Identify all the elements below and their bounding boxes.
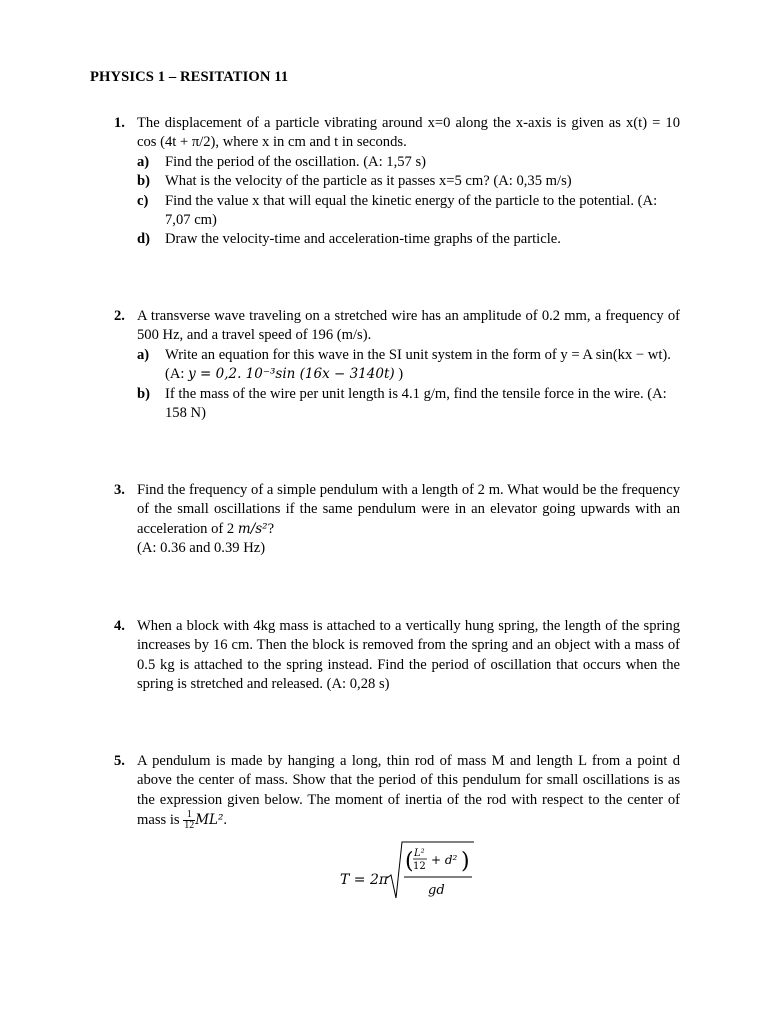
right-paren: ) [461,849,470,874]
subquestion-b [137,172,680,191]
subquestion-text: Find the period of the oscillation. (A: 1,57 s) [165,153,427,170]
problem-3 [114,481,680,559]
left-paren: ( [405,849,414,874]
problem-text: When a block with 4kg mass is attached to a vertically hung spring, the length of the spring increases by 16 cm. Then the block is removed from the spring and an object with a mass of 0.5 kg is attached to the spring instead. Find the period of oscillation that occurs when the spring is stretched and released. (A: 0,28 s) [137,618,680,693]
problem-text-block [137,752,680,831]
wave-equation: y = 0,2. 10⁻³sin (16x − 3140t) [188,366,395,383]
subquestion-d [137,230,680,249]
page-title: PHYSICS 1 – RESITATION 11 [90,69,289,85]
problem-5 [114,752,680,831]
subquestion-a [137,153,680,172]
problem-text: A transverse wave traveling on a stretched wire has an amplitude of 0.2 mm, a frequency of 500 Hz, and a travel speed of 196 (m/s). [137,308,680,344]
formula-twelve: 12 [413,861,426,872]
subquestion-c [137,192,680,231]
subquestion-a [137,346,680,385]
problem-text: The displacement of a particle vibrating around x=0 along the x-axis is given as x(t) = 10 cos (4t + π/2), where x in cm and t in seconds. [137,115,680,151]
period-formula-svg [340,838,480,900]
subquestion-text: What is the velocity of the particle as it passes x=5 cm? (A: 0,35 m/s) [165,173,572,190]
formula-lhs: T = 2π [340,872,389,888]
fraction-numerator: 1 [183,810,195,821]
problem-answer: (A: 0.36 and 0.39 Hz) [137,540,266,557]
problem-number: 3. [114,482,125,498]
problem-text-block [137,481,680,539]
problem-text: Find the frequency of a simple pendulum with a length of 2 m. What would be the frequency of the small oscillations if the same pendulum were in an elevator going upwards with an acceleration of 2 [137,482,680,537]
formula-l-squared: L² [414,848,425,859]
subquestion-text: Draw the velocity-time and acceleration-time graphs of the particle. [165,231,561,248]
subquestion-label: b) [137,385,150,402]
subquestion-text: If the mass of the wire per unit length is 4.1 g/m, find the tensile force in the wire. (A: 158 N) [165,385,667,422]
problem-number: 2. [114,308,125,324]
problem-number: 5. [114,753,125,769]
problem-2 [114,307,680,423]
subquestion-b [137,385,680,424]
subquestion-text: Write an equation for this wave in the SI unit system in the form of y = A sin(kx − wt). (A: [165,346,671,383]
subquestion-label: b) [137,173,150,190]
formula-plus-d-squared: + d² [431,853,458,867]
subquestion-label: a) [137,153,150,170]
subquestion-text: Find the value x that will equal the kinetic energy of the particle to the potential. (A: 7,07 cm) [165,192,658,229]
period-formula [340,838,480,900]
formula-denominator: gd [428,883,445,898]
moment-of-inertia-expr: ML² [195,812,224,829]
problem-tail: . [223,812,228,829]
problem-tail: ? [267,520,275,537]
fraction-denominator: 12 [184,820,195,832]
problem-number: 4. [114,618,125,634]
subquestion-tail: ) [394,366,404,383]
subquestion-label: a) [137,346,150,363]
problem-text: A pendulum is made by hanging a long, thin rod of mass M and length L from a point d above the center of mass. Show that the period of this pendulum for small oscillations is as the expression given below. The moment of inertia of the rod with respect to the center of mass is [137,753,680,829]
problem-number: 1. [114,115,125,131]
subquestion-label: c) [137,192,149,209]
fraction-one-twelfth [183,810,195,831]
subquestion-label: d) [137,231,150,248]
acceleration-unit: m/s² [237,520,268,537]
problem-4 [114,617,680,695]
problem-1 [114,114,680,250]
